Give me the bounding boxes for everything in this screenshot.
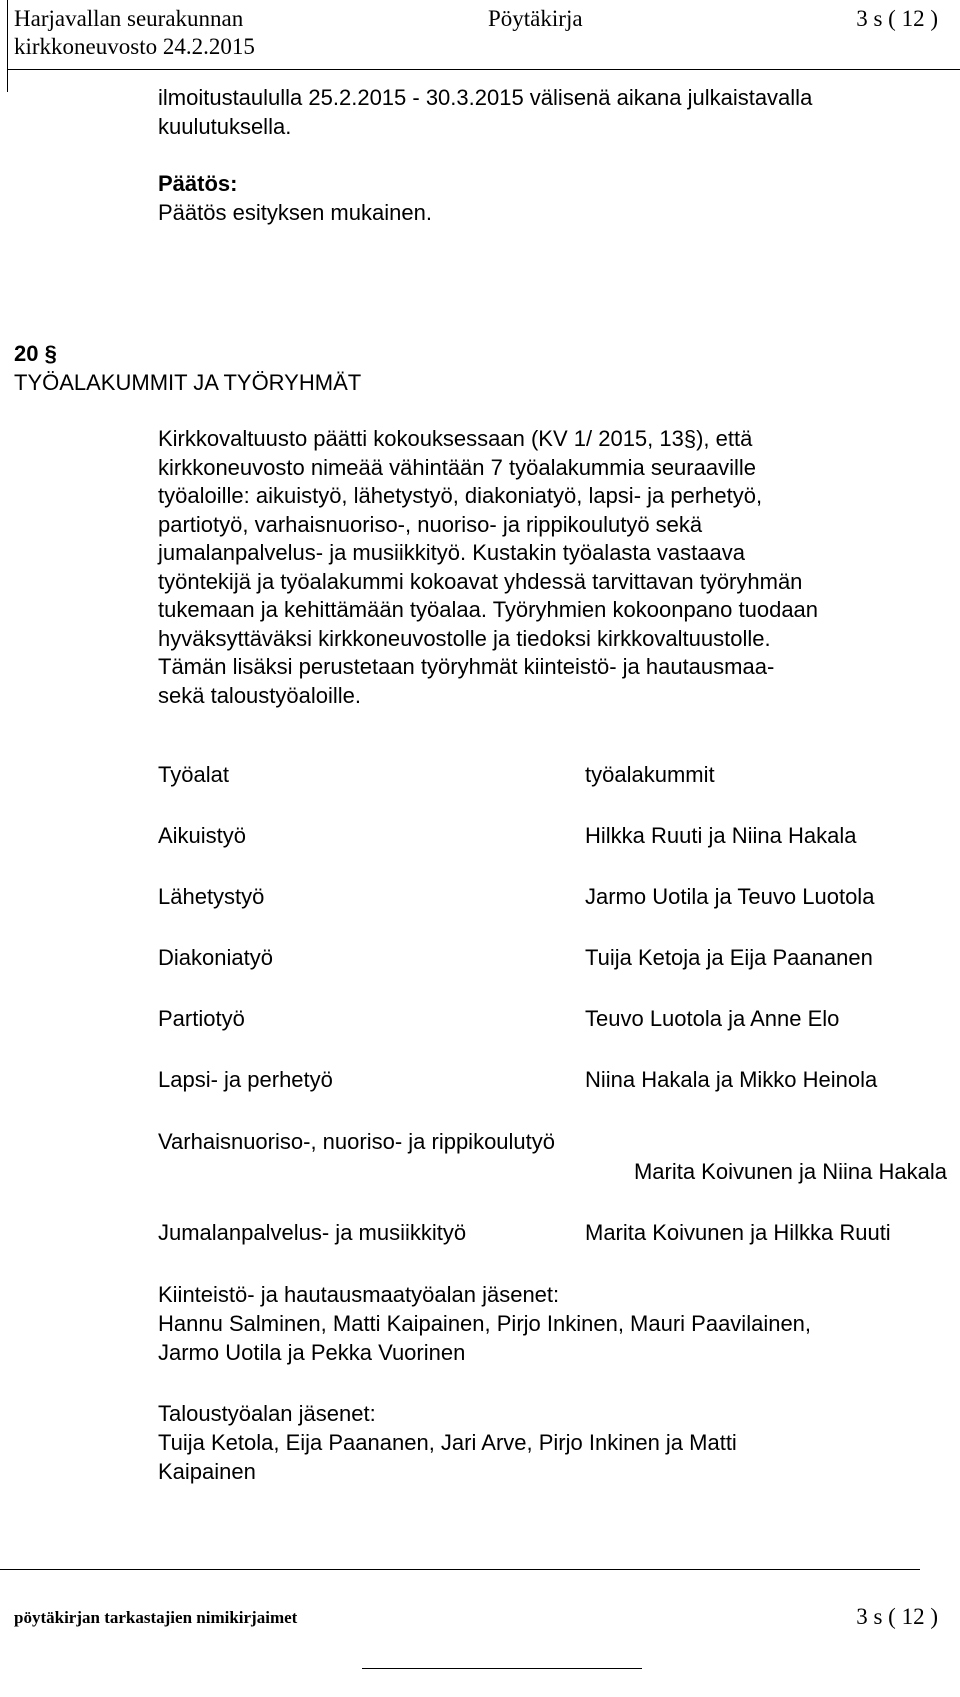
table-cell-sponsors: Marita Koivunen ja Hilkka Ruuti: [585, 1220, 891, 1245]
section-paragraph: [158, 425, 948, 710]
footer-initials-label: pöytäkirjan tarkastajien nimikirjaimet: [14, 1608, 298, 1627]
footer-rule: [0, 1569, 920, 1570]
section-number: 20 §: [14, 341, 57, 366]
initials-signature-line: [362, 1668, 642, 1669]
header-org: Harjavallan seurakunnan: [14, 6, 244, 31]
decision-text: Päätös esityksen mukainen.: [158, 200, 432, 225]
paragraph-line: sekä taloustyöaloille.: [158, 682, 362, 708]
intro-line-1: ilmoitustaululla 25.2.2015 - 30.3.2015 välisenä aikana julkaistavalla: [158, 85, 813, 110]
paragraph-line: hyväksyttäväksi kirkkoneuvostolle ja tiedoksi kirkkovaltuustolle.: [158, 625, 771, 651]
property-group-members: Jarmo Uotila ja Pekka Vuorinen: [158, 1340, 466, 1365]
table-cell-sponsors: Hilkka Ruuti ja Niina Hakala: [585, 823, 857, 848]
table-cell-area: Lähetystyö: [158, 884, 265, 909]
paragraph-line: Tämän lisäksi perustetaan työryhmät kiinteistö- ja hautausmaa-: [158, 654, 775, 679]
paragraph-line: työaloille: aikuistyö, lähetystyö, diakoniatyö, lapsi- ja perhetyö,: [158, 483, 763, 508]
paragraph-line: partiotyö, varhaisnuoriso-, nuoriso- ja rippikoulutyö sekä: [158, 511, 703, 537]
table-cell-area: Aikuistyö: [158, 823, 247, 848]
table-cell-sponsors: Tuija Ketoja ja Eija Paananen: [585, 945, 873, 970]
decision-label: Päätös:: [158, 171, 238, 196]
table-cell-sponsors: Jarmo Uotila ja Teuvo Luotola: [585, 884, 875, 909]
property-group-label: Kiinteistö- ja hautausmaatyöalan jäsenet:: [158, 1282, 560, 1307]
footer-page-number: 3 s ( 12 ): [856, 1604, 938, 1629]
paragraph-line: tukemaan ja kehittämään työalaa. Työryhmien kokoonpano tuodaan: [158, 597, 819, 622]
table-cell-area: Lapsi- ja perhetyö: [158, 1067, 333, 1092]
table-cell-sponsors: Niina Hakala ja Mikko Heinola: [585, 1067, 878, 1092]
table-cell-area: Varhaisnuoriso-, nuoriso- ja rippikoulutyö: [158, 1129, 556, 1154]
table-header-areas: Työalat: [158, 762, 229, 787]
finance-group-label: Taloustyöalan jäsenet:: [158, 1401, 376, 1426]
finance-group-members: Kaipainen: [158, 1459, 256, 1484]
header-left-rule: [7, 0, 8, 92]
paragraph-line: kirkkoneuvosto nimeää vähintään 7 työalakummia seuraaville: [158, 454, 756, 480]
table-cell-area: Jumalanpalvelus- ja musiikkityö: [158, 1220, 467, 1245]
finance-group-members: Tuija Ketola, Eija Paananen, Jari Arve, Pirjo Inkinen ja Matti: [158, 1430, 737, 1455]
table-cell-sponsors: Marita Koivunen ja Niina Hakala: [633, 1159, 947, 1184]
paragraph-line: jumalanpalvelus- ja musiikkityö. Kustakin työalasta vastaava: [158, 540, 745, 565]
table-cell-area: Diakoniatyö: [158, 945, 273, 970]
header-page-number: 3 s ( 12 ): [856, 6, 938, 31]
header-meeting: kirkkoneuvosto 24.2.2015: [14, 34, 255, 59]
paragraph-line: Kirkkovaltuusto päätti kokouksessaan (KV 1/ 2015, 13§), että: [158, 426, 753, 451]
table-cell-sponsors: Teuvo Luotola ja Anne Elo: [585, 1006, 840, 1031]
property-group-members: Hannu Salminen, Matti Kaipainen, Pirjo Inkinen, Mauri Paavilainen,: [158, 1311, 812, 1336]
header-rule: [7, 69, 960, 70]
table-header-sponsors: työalakummit: [585, 762, 715, 787]
section-title: TYÖALAKUMMIT JA TYÖRYHMÄT: [14, 370, 362, 395]
header-doc-type: Pöytäkirja: [488, 6, 583, 31]
paragraph-line: työntekijä ja työalakummi kokoavat yhdessä tarvittavan työryhmän: [158, 568, 803, 594]
intro-line-2: kuulutuksella.: [158, 114, 292, 139]
table-cell-area: Partiotyö: [158, 1006, 245, 1031]
